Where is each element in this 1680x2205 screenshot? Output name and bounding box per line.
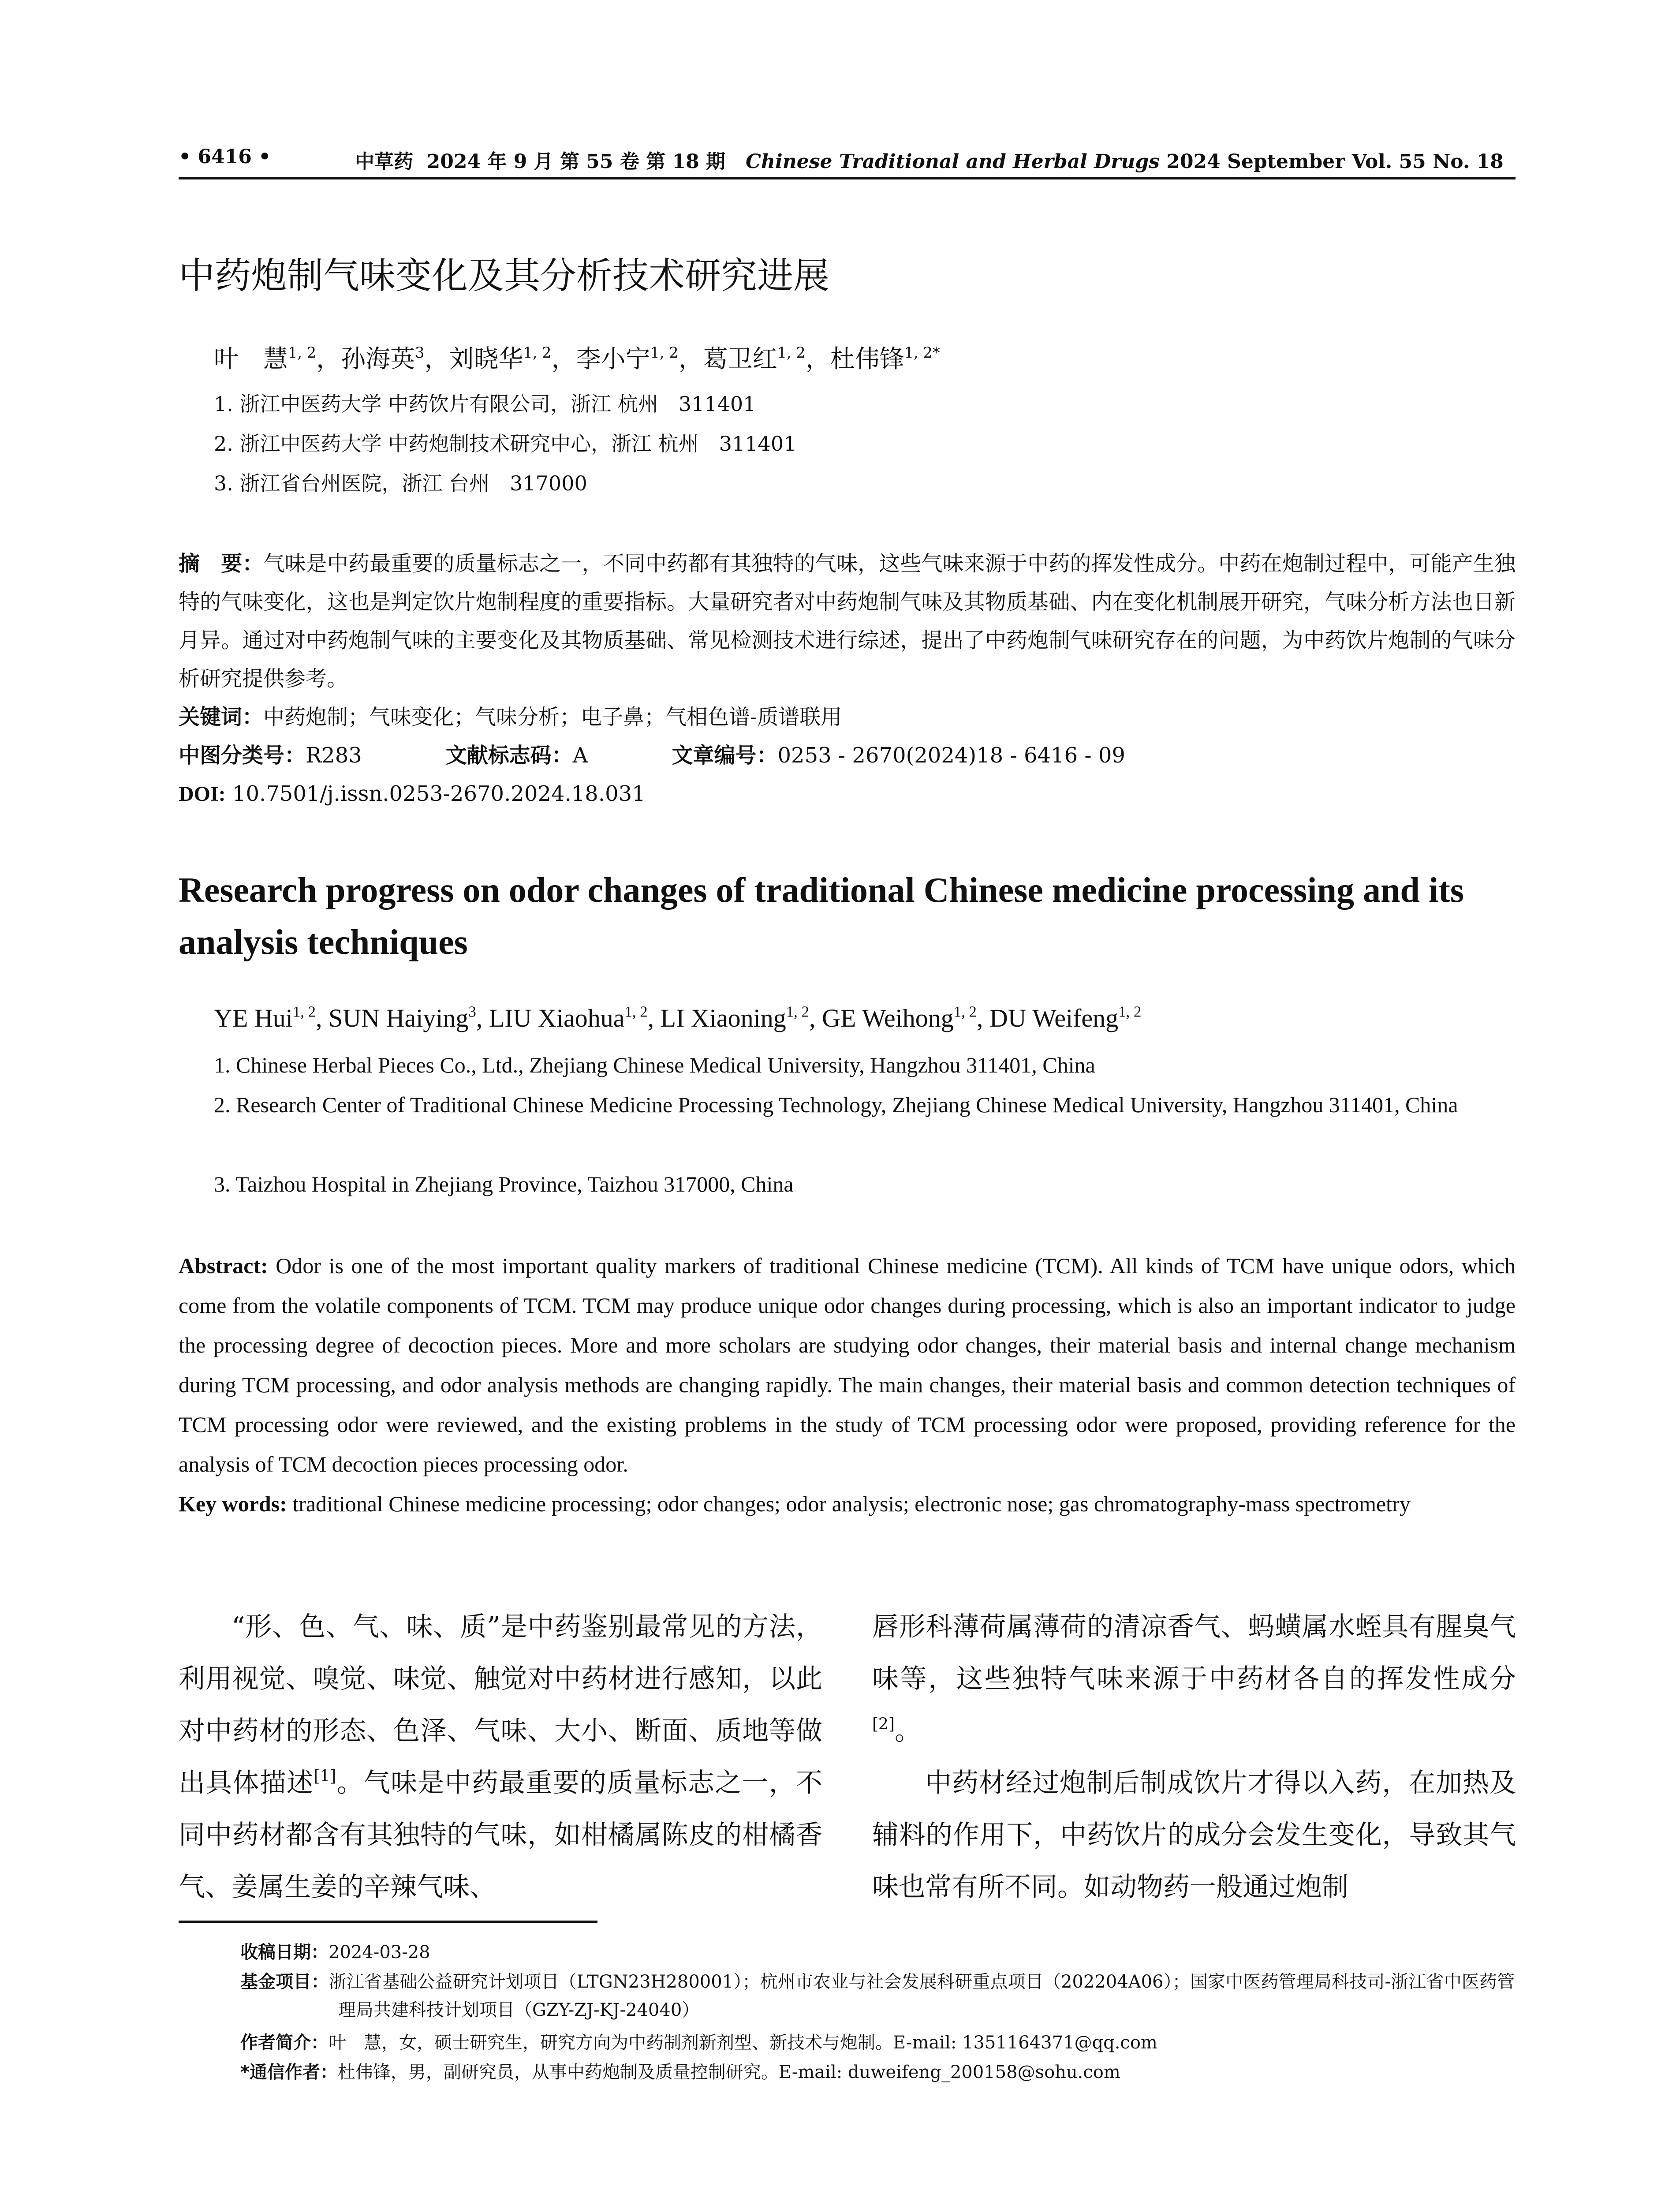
author-en-name: SUN Haiying	[329, 1004, 469, 1032]
footnote-correspondence	[240, 2058, 1515, 2086]
author-cn-affiliation-mark: 1, 2	[777, 344, 806, 362]
footnote-received	[240, 1938, 1515, 1966]
author-cn-separator: ，	[805, 345, 830, 374]
author-cn-name: 叶 慧	[214, 345, 288, 374]
author-cn-affiliation-mark: 3	[415, 344, 425, 362]
author-bio-text: 叶 慧，女，硕士研究生，研究方向为中药制剂新剂型、新技术与炮制。E-mail: 1351164371@qq.com	[329, 2033, 1157, 2053]
author-en-name: LIU Xiaohua	[489, 1004, 625, 1032]
body-text: 。气味是中药最重要的质量标志之一，不同中药材都含有其独特的气味，如柑橘属陈皮的柑橘香气、姜属生姜的辛辣气味、	[179, 1768, 823, 1902]
author-cn-name: 杜伟锋	[830, 345, 904, 374]
running-header	[179, 142, 1516, 179]
authors-cn	[214, 340, 940, 375]
author-cn-affiliation-mark: 1, 2	[650, 344, 679, 362]
author-cn-separator: ，	[551, 345, 576, 374]
author-cn-name: 葛卫红	[703, 345, 777, 374]
body-column-left	[179, 1601, 822, 1913]
received-date: 2024-03-28	[329, 1942, 430, 1962]
abstract-en	[179, 1246, 1516, 1524]
body-paragraph	[872, 1601, 1516, 1757]
citation-ref[interactable]: [2]	[872, 1715, 895, 1734]
footnote-author	[240, 2029, 1515, 2057]
article-no-value: 0253 - 2670(2024)18 - 6416 - 09	[777, 743, 1125, 768]
author-en-affiliation-mark: 1, 2	[292, 1003, 316, 1020]
doi-label: DOI:	[179, 782, 226, 806]
abstract-en-text: Odor is one of the most important quality markers of traditional Chinese medicine (TCM). All kinds of TCM have unique odors, which come from the volatile components of TCM. TCM may produce unique odor changes during processing, which is also an important indicator to judge the processing degree of decoction pieces. More and more scholars are studying odor changes, their material basis and internal change mechanism during TCM processing, and odor analysis methods are changing rapidly. The main changes, their material basis and common detection techniques of TCM processing odor were reviewed, and the existing problems in the study of TCM processing odor were proposed, providing reference for the analysis of TCM decoction pieces processing odor.	[179, 1253, 1516, 1476]
fund-label: 基金项目：	[240, 1972, 329, 1992]
author-cn-name: 刘晓华	[449, 345, 523, 374]
corresponding-text: 杜伟锋，男，副研究员，从事中药炮制及质量控制研究。E-mail: duweifeng_200158@sohu.com	[337, 2062, 1120, 2082]
doc-code-label: 文献标志码：	[445, 743, 573, 768]
abstract-en-body	[179, 1246, 1516, 1484]
footnote-fund	[240, 1968, 1515, 2024]
keywords-cn-label: 关键词：	[179, 705, 264, 729]
author-cn-affiliation-mark: 1, 2	[523, 344, 552, 362]
keywords-en-label: Key words:	[179, 1491, 287, 1516]
affiliation-cn-1: 1. 浙江中医药大学 中药饮片有限公司，浙江 杭州 311401	[214, 392, 756, 416]
page-number: • 6416 •	[179, 146, 271, 168]
author-bio-label: 作者简介：	[240, 2033, 329, 2053]
keywords-cn-text: 中药炮制；气味变化；气味分析；电子鼻；气相色谱-质谱联用	[263, 705, 842, 729]
footnote-divider	[179, 1921, 597, 1923]
affiliation-en-2: 2. Research Center of Traditional Chinese Medicine Processing Technology, Zhejiang Chinese Medical University, Hangzhou 311401, China	[214, 1092, 1458, 1117]
body-paragraph: 中药材经过炮制后制成饮片才得以入药，在加热及辅料的作用下，中药饮片的成分会发生变化，导致其气味也常有所不同。如动物药一般通过炮制	[872, 1768, 1516, 1902]
author-cn-separator: ，	[316, 345, 341, 374]
doi-link[interactable]: 10.7501/j.issn.0253-2670.2024.18.031	[232, 781, 646, 806]
body-paragraph	[179, 1601, 822, 1913]
author-en-name: YE Hui	[214, 1004, 293, 1032]
citation-ref[interactable]: [1]	[314, 1767, 336, 1786]
affiliation-en-3: 3. Taizhou Hospital in Zhejiang Province, Taizhou 317000, China	[214, 1172, 794, 1196]
authors-en	[214, 1003, 1141, 1033]
doi-row	[179, 775, 1516, 813]
article-no-label: 文章编号：	[672, 743, 778, 768]
journal-name-en: Chinese Traditional and Herbal Drugs	[746, 150, 1160, 173]
author-en-affiliation-mark: 1, 2	[786, 1003, 809, 1020]
affiliation-cn-3: 3. 浙江省台州医院，浙江 台州 317000	[214, 471, 587, 495]
author-en-affiliation-mark: 3	[468, 1003, 476, 1020]
affiliation-cn-2: 2. 浙江中医药大学 中药炮制技术研究中心，浙江 杭州 311401	[214, 432, 797, 456]
issue-en: 2024 September Vol. 55 No. 18	[1166, 150, 1504, 173]
author-cn-name: 孙海英	[341, 345, 415, 374]
body-column-right	[872, 1601, 1516, 1913]
author-en-separator: ,	[976, 1004, 989, 1032]
keywords-en-text: traditional Chinese medicine processing; odor changes; odor analysis; electronic nose; gas chromatography-mass spectrometry	[292, 1491, 1411, 1516]
author-en-name: GE Weihong	[821, 1004, 954, 1032]
keywords-cn	[179, 698, 1516, 736]
body-text: 。	[895, 1715, 921, 1746]
author-en-affiliation-mark: 1, 2	[624, 1003, 648, 1020]
author-en-affiliation-mark: 1, 2	[953, 1003, 977, 1020]
author-cn-affiliation-mark: 1, 2	[288, 344, 317, 362]
fund-text: 浙江省基础公益研究计划项目（LTGN23H280001）；杭州市农业与社会发展科研重点项目（202204A06）；国家中医药管理局科技司-浙江省中医药管理局共建科技计划项目（GZY-ZJ-KJ-24040）	[329, 1972, 1515, 2020]
author-en-name: DU Weifeng	[989, 1004, 1119, 1032]
body-text: “形、色、气、味、质”是中药鉴别最常见的方法，利用视觉、嗅觉、味觉、触觉对中药材进行感知，以此对中药材的形态、色泽、气味、大小、断面、质地等做出具体描述	[179, 1611, 822, 1798]
affiliation-en-1: 1. Chinese Herbal Pieces Co., Ltd., Zhejiang Chinese Medical University, Hangzhou 311401, China	[214, 1053, 1095, 1077]
abstract-cn-label: 摘 要：	[179, 551, 264, 576]
journal-name-cn: 中草药	[355, 150, 413, 173]
author-cn-separator: ，	[424, 345, 449, 374]
doc-code-value: A	[572, 743, 588, 768]
abstract-en-label: Abstract:	[179, 1253, 268, 1278]
author-en-affiliation-mark: 1, 2	[1118, 1003, 1142, 1020]
abstract-cn-body	[179, 545, 1516, 698]
clc-label: 中图分类号：	[179, 743, 306, 768]
corresponding-label: *通信作者：	[240, 2062, 338, 2082]
keywords-en	[179, 1484, 1516, 1524]
author-en-name: LI Xiaoning	[660, 1004, 786, 1032]
title-en: Research progress on odor changes of traditional Chinese medicine processing and its analysis techniques	[179, 871, 1464, 962]
author-en-separator: ,	[647, 1004, 661, 1032]
author-cn-affiliation-mark: 1, 2*	[904, 344, 940, 362]
abstract-cn-text: 气味是中药最重要的质量标志之一，不同中药都有其独特的气味，这些气味来源于中药的挥发性成分。中药在炮制过程中，可能产生独特的气味变化，这也是判定饮片炮制程度的重要指标。大量研究者对中药炮制气味及其物质基础、内在变化机制展开研究，气味分析方法也日新月异。通过对中药炮制气味的主要变化及其物质基础、常见检测技术进行综述，提出了中药炮制气味研究存在的问题，为中药饮片炮制的气味分析研究提供参考。	[179, 551, 1516, 691]
classification-row	[179, 736, 1516, 775]
issue-cn: 2024 年 9 月 第 55 卷 第 18 期	[426, 150, 726, 173]
journal-info	[355, 146, 1504, 174]
author-en-separator: ,	[476, 1004, 489, 1032]
clc-value: R283	[306, 743, 362, 768]
author-en-separator: ,	[316, 1004, 329, 1032]
received-label: 收稿日期：	[240, 1942, 329, 1962]
author-cn-name: 李小宁	[576, 345, 650, 374]
title-cn: 中药炮制气味变化及其分析技术研究进展	[179, 255, 830, 297]
abstract-cn	[179, 545, 1516, 813]
author-cn-separator: ，	[678, 345, 703, 374]
author-en-separator: ,	[809, 1004, 822, 1032]
body-text: 唇形科薄荷属薄荷的清凉香气、蚂蟥属水蛭具有腥臭气味等，这些独特气味来源于中药材各自的挥发性成分	[872, 1611, 1516, 1694]
